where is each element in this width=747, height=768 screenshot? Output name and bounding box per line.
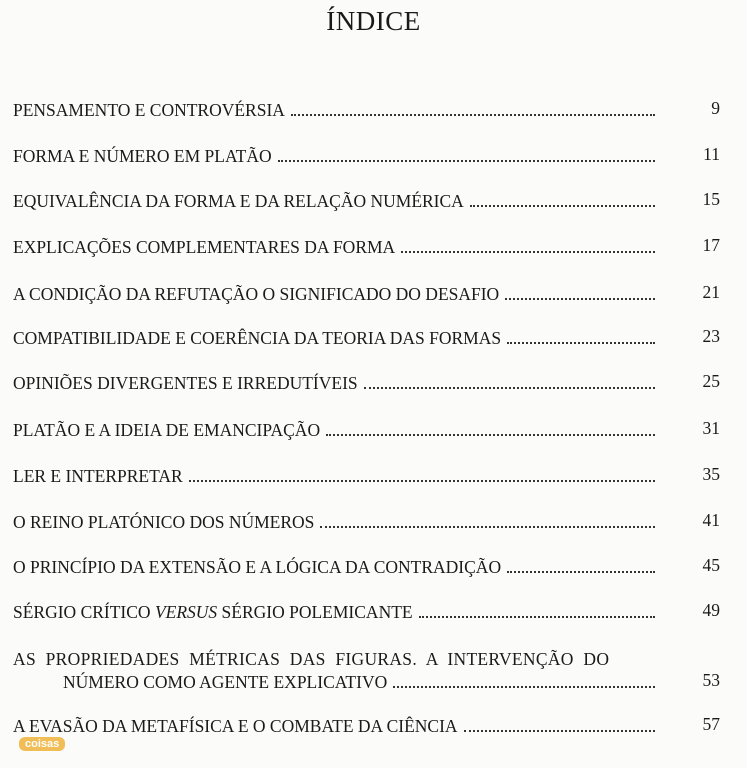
toc-entry-label: FORMA E NÚMERO EM PLATÃO — [13, 146, 272, 166]
leader-dots — [507, 571, 655, 573]
watermark-logo: coisas — [19, 737, 65, 751]
toc-entry-label: LER E INTERPRETAR — [13, 466, 183, 486]
toc-entry-label: EXPLICAÇÕES COMPLEMENTARES DA FORMA — [13, 237, 396, 257]
leader-dots — [505, 298, 655, 300]
toc-page-number: 35 — [702, 464, 720, 484]
toc-entry-label: OPINIÕES DIVERGENTES E IRREDUTÍVEIS — [13, 373, 358, 393]
page-title: ÍNDICE — [326, 6, 421, 36]
toc-entry[interactable] — [13, 145, 655, 167]
toc-entry[interactable] — [13, 99, 655, 121]
toc-entry[interactable] — [63, 671, 655, 693]
leader-dots — [470, 205, 655, 207]
toc-entry-label: O REINO PLATÓNICO DOS NÚMEROS — [13, 512, 315, 532]
toc-page-number: 9 — [711, 98, 720, 118]
toc-entry[interactable] — [13, 190, 655, 212]
toc-page-number: 45 — [702, 555, 720, 575]
toc-page-number: 49 — [702, 600, 720, 620]
leader-dots — [291, 114, 655, 116]
toc-entry[interactable] — [13, 372, 655, 394]
toc-entry[interactable] — [13, 715, 655, 737]
toc-entry[interactable] — [13, 236, 655, 258]
leader-dots — [464, 730, 655, 732]
toc-entry[interactable] — [13, 601, 655, 623]
toc-page-number: 25 — [702, 371, 720, 391]
toc-entry-label: PLATÃO E A IDEIA DE EMANCIPAÇÃO — [13, 420, 321, 440]
leader-dots — [507, 342, 655, 344]
toc-entry-label: A EVASÃO DA METAFÍSICA E O COMBATE DA CIÊNCIA — [13, 716, 458, 736]
toc-entry[interactable] — [13, 511, 655, 533]
leader-dots — [320, 526, 655, 528]
toc-entry[interactable] — [13, 465, 655, 487]
toc-page-number: 31 — [702, 418, 720, 438]
toc-entry-label: O PRINCÍPIO DA EXTENSÃO E A LÓGICA DA CONTRADIÇÃO — [13, 557, 502, 577]
toc-entry[interactable] — [13, 556, 655, 578]
leader-dots — [278, 160, 655, 162]
toc-entry-label: PENSAMENTO E CONTROVÉRSIA — [13, 100, 285, 120]
toc-entry-label: COMPATIBILIDADE E COERÊNCIA DA TEORIA DAS FORMAS — [13, 328, 502, 348]
leader-dots — [419, 616, 655, 618]
toc-entry-label-line1: AS PROPRIEDADES MÉTRICAS DAS FIGURAS. A INTERVENÇÃO DO — [13, 649, 610, 669]
toc-page-number: 15 — [702, 189, 720, 209]
leader-dots — [393, 686, 655, 688]
toc-page-number: 11 — [703, 144, 720, 164]
leader-dots — [326, 434, 655, 436]
leader-dots — [401, 251, 655, 253]
toc-entry-label: EQUIVALÊNCIA DA FORMA E DA RELAÇÃO NUMÉRICA — [13, 191, 464, 211]
leader-dots — [364, 387, 655, 389]
toc-entry-label: SÉRGIO CRÍTICO VERSUS SÉRGIO POLEMICANTE — [13, 602, 413, 622]
toc-entry[interactable] — [13, 419, 655, 441]
toc-page-number: 53 — [702, 670, 720, 690]
leader-dots — [189, 480, 655, 482]
toc-page-number: 17 — [702, 235, 720, 255]
versus-emphasis: VERSUS — [154, 602, 218, 622]
toc-page-number: 41 — [702, 510, 720, 530]
toc-entry-label: A CONDIÇÃO DA REFUTAÇÃO O SIGNIFICADO DO DESAFIO — [13, 284, 500, 304]
toc-entry[interactable] — [13, 327, 655, 349]
toc-page-number: 21 — [702, 282, 720, 302]
toc-page-number: 23 — [702, 326, 720, 346]
toc-entry-label: NÚMERO COMO AGENTE EXPLICATIVO — [63, 672, 388, 692]
toc-entry[interactable] — [13, 283, 655, 305]
toc-page-number: 57 — [702, 714, 720, 734]
